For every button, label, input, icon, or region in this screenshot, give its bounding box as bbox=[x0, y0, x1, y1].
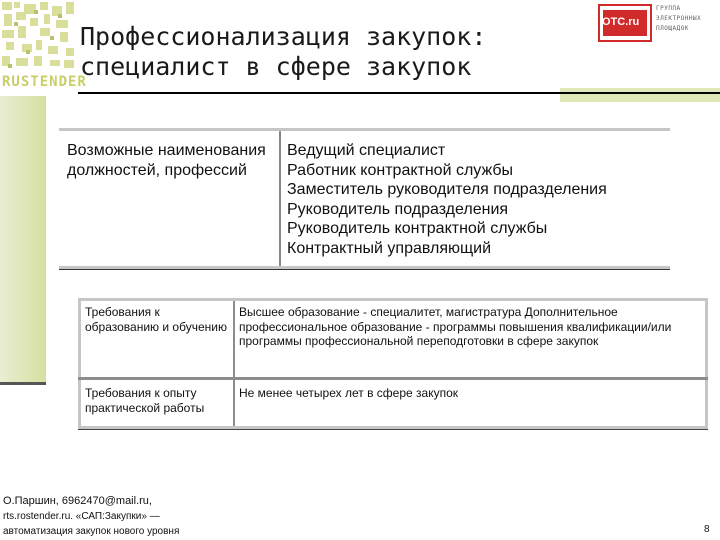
education-value-cell: Высшее образование - специалитет, магистратура Дополнительное профессиональное образование - программы повышения квалификации/или программы профессиональной переподготовки в сфере закупок bbox=[234, 300, 707, 379]
table-row bbox=[80, 300, 707, 379]
list-item: Заместитель руководителя подразделения bbox=[287, 181, 607, 198]
list-item: Работник контрактной службы bbox=[287, 161, 514, 179]
left-accent-bar bbox=[0, 96, 46, 384]
positions-table bbox=[59, 128, 670, 269]
otc-logo bbox=[598, 2, 718, 46]
title-underline bbox=[78, 92, 720, 94]
positions-label-cell: Возможные наименования должностей, профессий bbox=[59, 130, 280, 268]
list-item: Руководитель контрактной службы bbox=[287, 220, 548, 237]
requirements-table bbox=[78, 298, 708, 429]
table-row bbox=[80, 379, 707, 428]
list-item: Контрактный управляющий bbox=[287, 239, 492, 257]
list-item: Ведущий специалист bbox=[287, 142, 446, 159]
page-title bbox=[80, 22, 550, 82]
footer-credits bbox=[3, 494, 303, 539]
footer-tagline: автоматизация закупок нового уровня bbox=[3, 526, 180, 537]
positions-list-cell bbox=[280, 130, 670, 268]
footer-site-line: rts.rostender.ru. «САП:Закупки» — bbox=[3, 511, 160, 522]
table-row bbox=[59, 130, 670, 268]
list-item: Руководитель подразделения bbox=[287, 200, 509, 218]
rustender-logo bbox=[0, 0, 92, 92]
rustender-brand-text: RUSTENDER bbox=[2, 74, 87, 90]
experience-label-cell: Требования к опыту практической работы bbox=[80, 379, 235, 428]
page-number: 8 bbox=[704, 524, 710, 535]
title-line-1: Профессионализация закупок: bbox=[80, 22, 487, 51]
footer-author-line: О.Паршин, 6962470@mail.ru, bbox=[3, 495, 152, 507]
otc-brand-text: OTC.ru bbox=[602, 16, 640, 28]
title-line-2: специалист в сфере закупок bbox=[80, 52, 472, 81]
experience-value-cell: Не менее четырех лет в сфере закупок bbox=[239, 386, 458, 400]
title-accent-bar bbox=[560, 88, 720, 102]
education-label-cell: Требования к образованию и обучению bbox=[80, 300, 235, 379]
left-accent-bar-rule bbox=[0, 382, 46, 385]
otc-group-text: ГРУППА ЭЛЕКТРОННЫХ ПЛОЩАДОК bbox=[656, 5, 702, 32]
rustender-mosaic-icon bbox=[0, 0, 80, 78]
